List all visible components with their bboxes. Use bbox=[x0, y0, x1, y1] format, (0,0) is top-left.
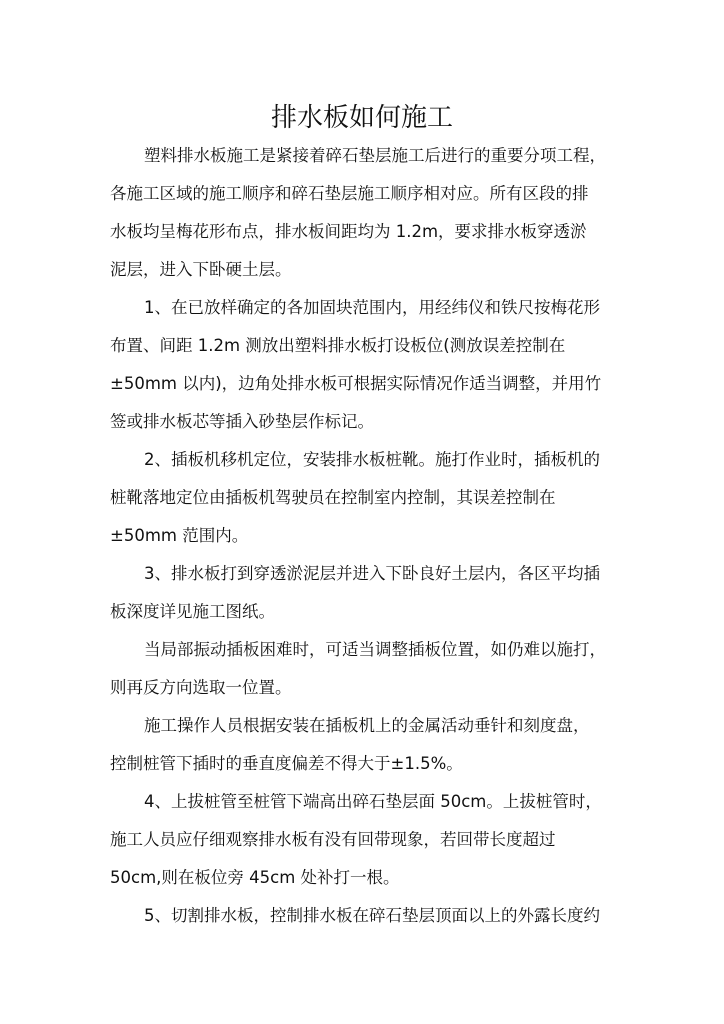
paragraph-line: 泥层，进入下卧硬土层。 bbox=[110, 260, 292, 279]
paragraph-line: 施工操作人员根据安装在插板机上的金属活动垂针和刻度盘， bbox=[144, 716, 590, 735]
paragraph-line: 4、上拔桩管至桩管下端高出碎石垫层面 50cm。上拔桩管时， bbox=[144, 792, 602, 811]
paragraph-line: 则再反方向选取一位置。 bbox=[110, 678, 292, 697]
paragraph-line: 控制桩管下插时的垂直度偏差不得大于±1.5%。 bbox=[110, 754, 463, 773]
paragraph-line: 50cm,则在板位旁 45cm 处补打一根。 bbox=[110, 868, 400, 887]
page-title: 排水板如何施工 bbox=[270, 103, 453, 133]
paragraph-line: 板深度详见施工图纸。 bbox=[110, 602, 275, 621]
paragraph-line: 塑料排水板施工是紧接着碎石垫层施工后进行的重要分项工程， bbox=[144, 146, 606, 165]
paragraph-line: 各施工区域的施工顺序和碎石垫层施工顺序相对应。所有区段的排 bbox=[110, 184, 589, 203]
paragraph-line: ±50mm 以内)，边角处排水板可根据实际情况作适当调整，并用竹 bbox=[110, 374, 602, 393]
paragraph-line: 2、插板机移机定位，安装排水板桩靴。施打作业时，插板机的 bbox=[144, 450, 600, 469]
paragraph-line: 水板均呈梅花形布点，排水板间距均为 1.2m，要求排水板穿透淤 bbox=[110, 222, 587, 241]
paragraph-line: 桩靴落地定位由插板机驾驶员在控制室内控制，其误差控制在 bbox=[110, 488, 556, 507]
paragraph-line: 签或排水板芯等插入砂垫层作标记。 bbox=[110, 412, 374, 431]
paragraph-line: 1、在已放样确定的各加固块范围内，用经纬仪和铁尺按梅花形 bbox=[144, 298, 600, 317]
paragraph-line: 3、排水板打到穿透淤泥层并进入下卧良好土层内，各区平均插 bbox=[144, 564, 600, 583]
paragraph-line: 布置、间距 1.2m 测放出塑料排水板打设板位(测放误差控制在 bbox=[110, 336, 566, 355]
paragraph-line: ±50mm 范围内。 bbox=[110, 526, 249, 545]
paragraph-line: 5、切割排水板，控制排水板在碎石垫层顶面以上的外露长度约 bbox=[144, 906, 600, 925]
paragraph-line: 当局部振动插板困难时，可适当调整插板位置，如仍难以施打， bbox=[144, 640, 606, 659]
paragraph-line: 施工人员应仔细观察排水板有没有回带现象，若回带长度超过 bbox=[110, 830, 556, 849]
